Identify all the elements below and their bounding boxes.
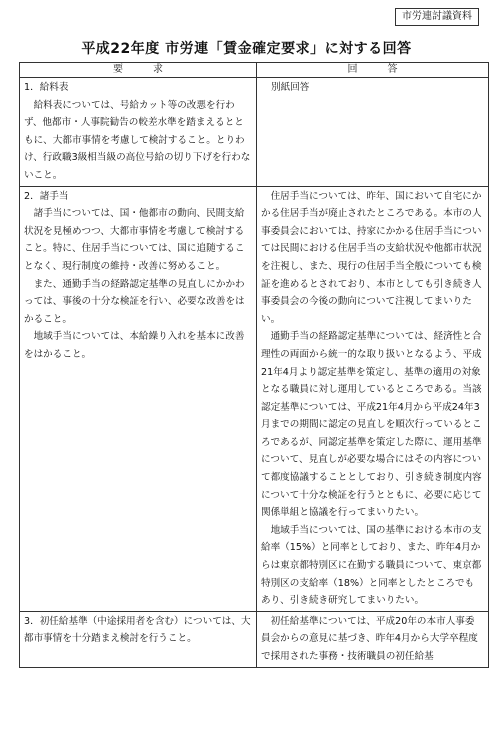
demand-heading: 3．初任給基準（中途採用者を含む）については、大都市事情を十分踏まえ検討を行うこと。 <box>24 615 251 645</box>
demand-heading: 1．給料表 <box>24 82 69 93</box>
demand-heading: 2．諸手当 <box>24 190 69 202</box>
answer-cell <box>257 611 489 667</box>
answer-paragraph: 地域手当については、国の基準における本市の支給率（15%）と同率としており、また、昨年4月からは東京都特別区に在勤する職員について、東京都特別区の支給率（18%）と同率としたところでもあり、引き続き研究してまいりたい。 <box>261 524 482 607</box>
response-table <box>19 62 489 668</box>
table-row <box>20 611 489 667</box>
demand-paragraph: 地域手当については、本給繰り入れを基本に改善をはかること。 <box>24 331 245 360</box>
table-row <box>20 78 489 187</box>
table-header-row <box>20 63 489 78</box>
table-row <box>20 186 489 611</box>
demand-paragraph: 諸手当については、国・他都市の動向、民間支給状況を見極めつつ、大都市事情を考慮して検討すること。特に、住居手当については、国に追随することなく、現行制度の維持・改善に努めること。 <box>24 208 245 272</box>
demand-cell <box>20 78 257 187</box>
answer-paragraph: 通勤手当の経路認定基準については、経済性と合理性の両面から統一的な取り扱いとなるよう、平成21年4月より認定基準を策定し、基準の適用の対象となる職員に対し運用しているところである。当該認定基準については、平成21年4月から平成24年3月までの期間に認定の見直しを順次行っているところであるが、同認定基準を策定した際に、運用基準について、見直しが必要な場合にはその内容について都度協議することとしており、引き続き制度内容について十分な検証を行うとともに、必要に応じて関係単組と協議を行ってまいりたい。 <box>261 331 482 519</box>
demand-paragraph: 給料表については、号給カット等の改悪を行わず、他都市・人事院勧告の較差水準を踏まえるとともに、大都市事情を考慮して検討すること。とりわけ、行政職3級相当級の高位号給の切り下げを行わないこと。 <box>24 99 251 181</box>
demand-paragraph: また、通勤手当の経路認定基準の見直しにかかわっては、事後の十分な検証を行い、必要な改善をはかること。 <box>24 278 245 325</box>
answer-cell <box>257 186 489 611</box>
answer-paragraph: 初任給基準については、平成20年の本市人事委員会からの意見に基づき、昨年4月から大学卒程度で採用された事務・技術職員の初任給基 <box>261 615 478 662</box>
page-title: 平成22年度 市労連「賃金確定要求」に対する回答 <box>81 41 412 57</box>
demand-cell <box>20 611 257 667</box>
demand-cell <box>20 186 257 611</box>
header-demand: 要 求 <box>20 63 257 78</box>
answer-paragraph: 別紙回答 <box>271 82 310 93</box>
header-answer: 回 答 <box>257 63 489 78</box>
document-tag: 市労連討議資料 <box>395 8 479 26</box>
answer-cell <box>257 78 489 187</box>
answer-paragraph: 住居手当については、昨年、国において自宅にかかる住居手当が廃止されたところである。本市の人事委員会においては、持家にかかる住居手当については民間における住居手当の支給状況や他都市状況を注視し、また、現行の住居手当全般についても検証を進めるとされており、本市としても引き続き人事委員会の今後の動向について注視してまいりたい。 <box>261 190 482 325</box>
